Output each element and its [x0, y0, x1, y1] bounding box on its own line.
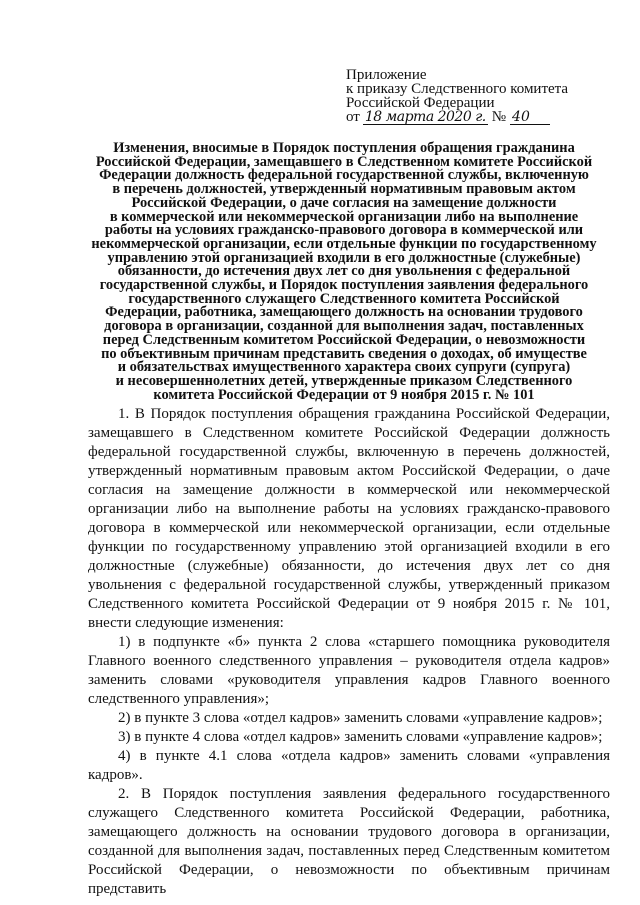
- title-line: по объективным причинам представить сведения о доходах, об имуществе: [101, 345, 587, 362]
- title-line: и обязательствах имущественного характера своих супруги (супруга): [117, 359, 571, 376]
- document-body: [88, 405, 610, 899]
- title-line: обязанности, до истечения двух лет со дня увольнения с федеральной: [117, 263, 571, 280]
- appendix-order-reference: к приказу Следственного комитета: [346, 81, 569, 97]
- from-label: от: [346, 109, 360, 125]
- title-line: в перечень должностей, утвержденный нормативным правовым актом: [112, 181, 576, 198]
- title-line: в коммерческой или некоммерческой организации либо на выполнение: [109, 208, 579, 225]
- title-line: и несовершеннолетних детей, утвержденные приказом Следственного: [115, 372, 573, 389]
- document-title: [78, 142, 610, 402]
- title-line: некоммерческой организации, если отдельные функции по государственному: [91, 235, 597, 252]
- number-label: №: [491, 109, 507, 125]
- handwritten-date: 18 марта 2020 г.: [364, 109, 486, 125]
- paragraph-2: 2. В Порядок поступления заявления федерального государственного служащего Следственного комитета Российской Федерации, работника, замещающего должность на основании трудового договора в организации, созданной для выполнения задач, поставленных перед Следственным комитетом Российской Федерации, о невозможности по объективным причинам представить: [88, 786, 610, 897]
- title-line: Российской Федерации, о даче согласия на замещение должности: [131, 194, 557, 211]
- list-item-1: 1) в подпункте «б» пункта 2 слова «старшего помощника руководителя Главного военного следственного управления – руководителя отдела кадров» заменить словами «руководителя управления кадров Главного военного следственного управления»;: [88, 634, 610, 707]
- title-line: Изменения, вносимые в Порядок поступления обращения гражданина: [113, 140, 575, 156]
- appendix-header: [346, 68, 616, 125]
- handwritten-number: 40: [510, 110, 550, 125]
- appendix-date-line: [346, 110, 616, 125]
- title-line: государственной службы, и Порядок поступления заявления федерального: [99, 277, 589, 294]
- title-line: государственного служащего Следственного комитета Российской: [128, 290, 560, 307]
- title-line: комитета Российской Федерации от 9 ноября 2015 г. № 101: [153, 386, 535, 403]
- title-line: договора в организации, созданной для выполнения задач, поставленных: [104, 318, 584, 335]
- list-item-4: 4) в пункте 4.1 слова «отдела кадров» заменить словами «управления кадров».: [88, 748, 610, 783]
- title-line: Федерации должность федеральной государственной службы, включенную: [99, 167, 589, 184]
- title-line: управлению этой организацией входили в его должностные (служебные): [107, 249, 581, 266]
- appendix-country: Российской Федерации: [346, 95, 495, 111]
- title-line: работы на условиях гражданско-правового договора в коммерческой или: [104, 222, 584, 239]
- list-item-3: 3) в пункте 4 слова «отдел кадров» заменить словами «управление кадров»;: [118, 729, 603, 745]
- list-item-2: 2) в пункте 3 слова «отдел кадров» заменить словами «управление кадров»;: [118, 710, 603, 726]
- title-line: Российской Федерации, замещавшего в Следственном комитете Российской: [95, 153, 593, 170]
- appendix-label: Приложение: [346, 67, 427, 83]
- paragraph-1: 1. В Порядок поступления обращения гражданина Российской Федерации, замещавшего в Следственном комитете Российской Федерации должность федеральной государственной службы, включенную в перечень должностей, утвержденный нормативным правовым актом Российской Федерации, о даче согласия на замещение должности в коммерческой или некоммерческой организации либо на выполнение работы на условиях гражданско-правового договора в коммерческой или некоммерческой организации, если отдельные функции по государственному управлению этой организацией входили в его должностные (служебные) обязанности, до истечения двух лет со дня увольнения с федеральной государственной службы, утвержденный приказом Следственного комитета Российской Федерации от 9 ноября 2015 г. № 101, внести следующие изменения:: [88, 406, 610, 631]
- title-line: Федерации, работника, замещающего должность на основании трудового: [105, 304, 583, 321]
- title-line: перед Следственным комитетом Российской Федерации, о невозможности: [102, 331, 586, 348]
